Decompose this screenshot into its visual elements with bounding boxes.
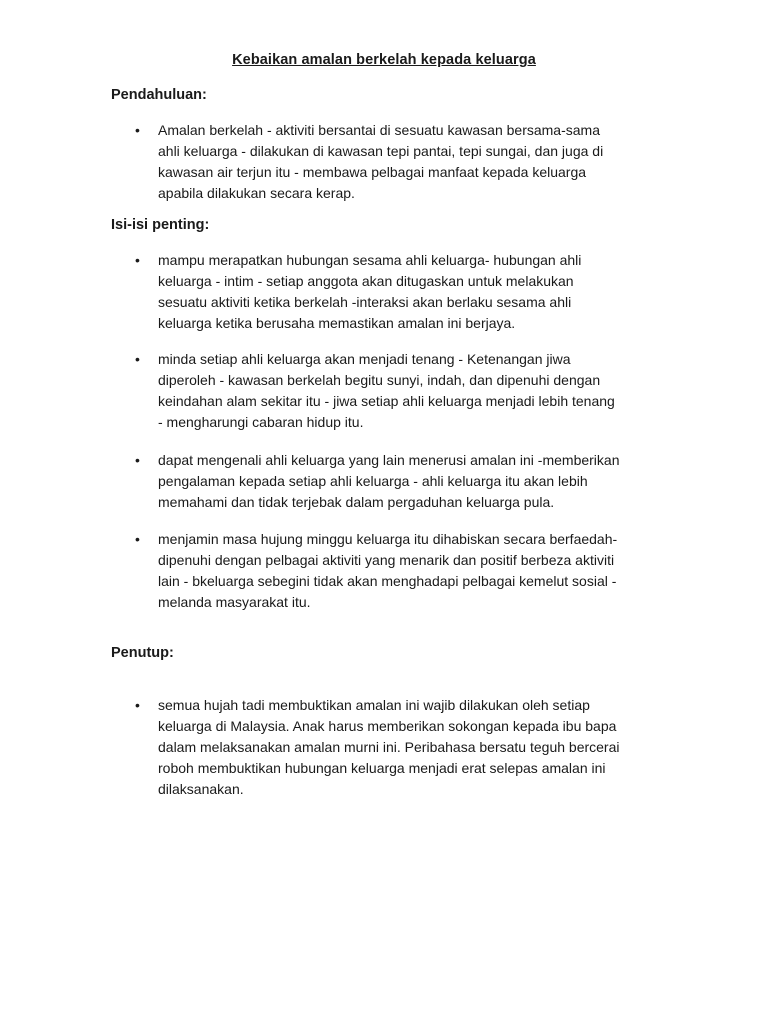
list-item-text: mampu merapatkan hubungan sesama ahli keluarga- hubungan ahli keluarga - intim - setiap anggota akan ditugaskan untuk melakukan sesuatu aktiviti ketika berkelah -interaksi akan berlaku sesama ahli keluarga ketika berusaha memastikan amalan ini berjaya. <box>158 252 582 331</box>
list-item <box>135 120 675 204</box>
list-item <box>135 529 675 613</box>
section-heading-isi-isi-penting: Isi-isi penting: <box>111 217 210 233</box>
document-title: Kebaikan amalan berkelah kepada keluarga <box>232 52 536 68</box>
bullet-icon: • <box>135 697 140 713</box>
list-item <box>135 450 675 513</box>
bullet-icon: • <box>135 452 140 468</box>
list-item-text: menjamin masa hujung minggu keluarga itu dihabiskan secara berfaedah- dipenuhi dengan pelbagai aktiviti yang menarik dan positif berbeza aktiviti lain - bkeluarga sebegini tidak akan menghadapi pelbagai kemelut sosial - melanda masyarakat itu. <box>158 531 618 610</box>
section-heading-penutup: Penutup: <box>111 645 174 661</box>
list-item <box>135 695 675 800</box>
section-heading-pendahuluan: Pendahuluan: <box>111 87 207 103</box>
bullet-icon: • <box>135 531 140 547</box>
list-item-text: minda setiap ahli keluarga akan menjadi tenang - Ketenangan jiwa diperoleh - kawasan berkelah begitu sunyi, indah, dan dipenuhi dengan keindahan alam sekitar itu - jiwa setiap ahli keluarga menjadi lebih tenang - mengharungi cabaran hidup itu. <box>158 351 615 430</box>
bullet-icon: • <box>135 252 140 268</box>
list-item <box>135 250 675 334</box>
list-item <box>135 349 675 433</box>
list-item-text: dapat mengenali ahli keluarga yang lain menerusi amalan ini -memberikan pengalaman kepada setiap ahli keluarga - ahli keluarga itu akan lebih memahami dan tidak terjebak dalam pergaduhan keluarga pula. <box>158 452 620 510</box>
list-item-text: semua hujah tadi membuktikan amalan ini wajib dilakukan oleh setiap keluarga di Malaysia. Anak harus memberikan sokongan kepada ibu bapa dalam melaksanakan amalan murni ini. Peribahasa bersatu teguh bercerai roboh membuktikan hubungan keluarga menjadi erat selepas amalan ini dilaksanakan. <box>158 697 620 797</box>
bullet-icon: • <box>135 122 140 138</box>
bullet-icon: • <box>135 351 140 367</box>
list-item-text: Amalan berkelah - aktiviti bersantai di sesuatu kawasan bersama-sama ahli keluarga - dilakukan di kawasan tepi pantai, tepi sungai, dan juga di kawasan air terjun itu - membawa pelbagai manfaat kepada keluarga apabila dilakukan secara kerap. <box>158 122 604 201</box>
